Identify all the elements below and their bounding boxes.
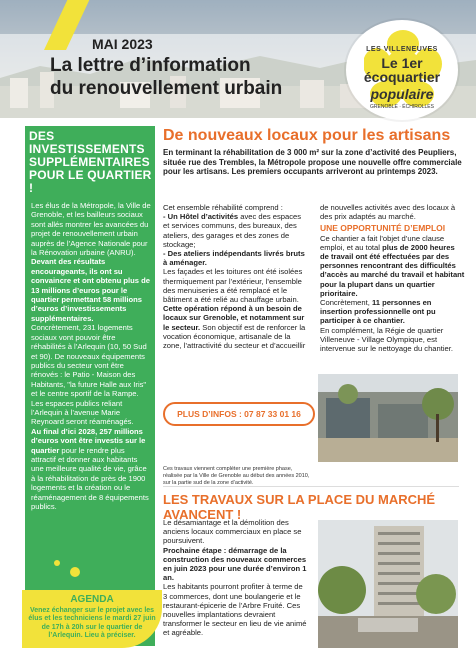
logo-top-text: LES VILLENEUVES [366, 46, 438, 53]
article-column-right: de nouvelles activités avec des locaux à des prix adaptés au marché. UNE OPPORTUNITÉ D’EMPLOI Ce chantier a fait l’objet d’une clause emploi, et au total plus de 2000 heures de travail ont été effectuées par des personnes rencontrant des difficultés d’accès au marché du travail et habitant pour la plupart dans un quartier prioritaire. Concrètement, 11 personnes en insertion professionnelle ont pu participer à ce chantier. En complément, la Régie de quartier Villeneuve - Village Olympique, est intervenue sur le nettoyage du chantier. [320, 203, 465, 354]
title-line-2: du renouvellement urbain [50, 78, 283, 99]
article-title: De nouveaux locaux pour les artisans [163, 127, 451, 144]
logo-main-text: Le 1er écoquartier [363, 55, 441, 85]
newsletter-title [50, 54, 350, 100]
market-article-title: LES TRAVAUX SUR LA PLACE DU MARCHÉ AVANCENT ! [163, 492, 436, 522]
building-photo [318, 374, 458, 462]
market-site-photo [318, 520, 458, 648]
decor-dot [70, 567, 80, 577]
decor-dot [54, 560, 60, 566]
building-photo-illustration [318, 374, 458, 462]
investments-sidebar [25, 126, 155, 646]
market-article-body: Le désamiantage et la démolition des anciens locaux commerciaux en place se poursuivent. Prochaine étape : démarrage de la construction des nouveaux commerces en juin 2023 pour une durée d’environ 1 an. Les habitants pourront profiter à terme de 3 commerces, dont une boulangerie et le restaurant-épicerie de l’Arbre Fruité. Ces nouvelles implantations devraient transformer le secteur en lieu de vie animé et agréable. [163, 518, 307, 638]
agenda-box [22, 590, 162, 648]
agenda-title: AGENDA [70, 594, 114, 605]
logo-bottom-text: GRENOBLE · ÉCHIROLLES [370, 104, 434, 110]
photo-caption: Ces travaux viennent compléter une première phase, réalisée par la Ville de Grenoble au début des années 2010, sur la partie sud de la zone d’activité. [163, 466, 310, 486]
sidebar-body: Les élus de la Métropole, la Ville de Grenoble, et les bailleurs sociaux sont allés montrer les avancées du projet de renouvellement urbain auprès de l’Agence Nationale pour la Rénovation urbaine (ANRU). Devant des résultats encourageants, ils ont su convaincre et ont obtenu plus de 13 millions d’euros pour le quartier permettant 58 millions d’euros d’investissements supplémentaires. Concrètement, 231 logements sociaux vont pouvoir être réhabilités à l’Arlequin (10, 50 Sud et 90). De nouveaux équipements publics du secteur vont être rénovés : le Patio - Maison des Habitants, "la future Halle aux Iris" et le centre sportif de la Rampe. Les espaces publics reliant l’Arlequin à l’avenue Marie Reynoard seront réaménagés. Au final d’ici 2028, 257 millions d’euros vont être investis sur le quartier pour le rendre plus attractif et donner aux habitants une meilleure qualité de vie, grâce à la réhabilitation de près de 1900 logements et la création ou le réaménagement de 8 équipements publics. [31, 201, 151, 511]
agenda-text: Venez échanger sur le projet avec les élus et les techniciens le mardi 27 juin de 17h à 20h sur le quartier de l’Arlequin. Lieu à préciser. [28, 607, 156, 640]
article-lead: En terminant la réhabilitation de 3 000 m² sur la zone d’activité des Peupliers, située rue des Trembles, la Métropole propose une nouvelle offre commerciale pour les artisans. Les premiers occupants arriveront au printemps 2023. [163, 148, 462, 177]
article-column-left: Cet ensemble réhabilité comprend : - Un Hôtel d’activités avec des espaces et services communs, des bureaux, des ateliers, des garages et des zones de stockage; - Des ateliers indépendants livrés bruts à aménager. Les façades et les toitures ont été isolées thermiquement par l’extérieur, l’ensemble des menuiseries a été remplacé et le bâtiment a été relié au chauffage urbain. Cette opération répond à un besoin de locaux sur Grenoble, et notamment sur le secteur. Son objectif est de renforcer la vocation économique, artisanale de la zone, l’attractivité du secteur et d’accueillir [163, 203, 306, 351]
info-phone[interactable]: PLUS D’INFOS : 07 87 33 01 16 [163, 402, 315, 426]
title-line-1: La lettre d’information [50, 55, 251, 76]
section-divider [163, 486, 459, 487]
logo-populaire-text: populaire [370, 86, 434, 102]
issue-date: MAI 2023 [92, 36, 153, 52]
sidebar-title: DES INVESTISSEMENTS SUPPLÉMENTAIRES POUR LE QUARTIER ! [29, 129, 152, 195]
ecoquartier-logo [346, 20, 458, 120]
article-artisans [163, 126, 465, 354]
market-photo-illustration [318, 520, 458, 648]
employment-heading: UNE OPPORTUNITÉ D’EMPLOI [320, 223, 446, 234]
